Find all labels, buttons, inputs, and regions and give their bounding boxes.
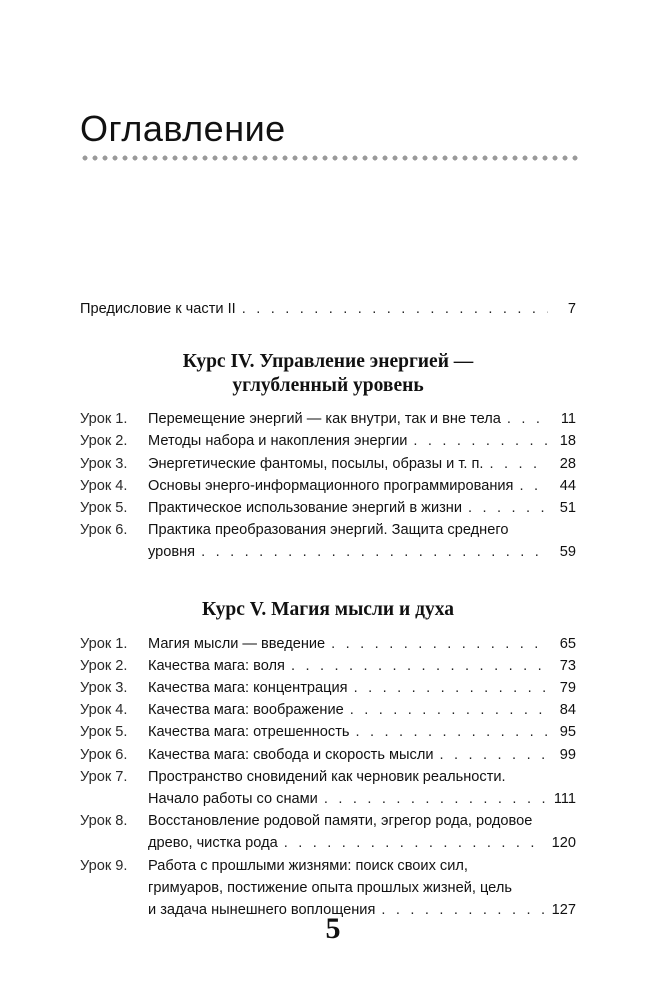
entry-title: Качества мага: отрешенность: [148, 724, 350, 741]
dotted-divider: [80, 154, 580, 162]
toc-entry[interactable]: [80, 766, 576, 810]
entry-title: Качества мага: воображение: [148, 702, 344, 719]
dot-leader: [291, 655, 548, 677]
entry-page-number: 84: [559, 702, 576, 719]
entry-title-continued: уровня: [148, 544, 196, 561]
toc-entry[interactable]: [80, 699, 576, 721]
dot-leader: [350, 699, 548, 721]
entry-title: Перемещение энергий — как внутри, так и вне тела: [148, 411, 501, 428]
entry-title: Восстановление родовой памяти, эгрегор рода, родовое: [148, 813, 533, 830]
toc-entry[interactable]: [80, 633, 576, 655]
section-heading-line: Курс IV. Управление энергией —: [182, 351, 474, 373]
entry-title: Основы энерго-информационного программирования: [148, 477, 514, 494]
entry-title-continued: и задача нынешнего воплощения: [148, 902, 376, 919]
dot-leader: [356, 721, 549, 743]
entry-page-number: 11: [560, 411, 576, 428]
lesson-number: Урок 8.: [80, 813, 128, 830]
entry-page-number: 73: [559, 657, 576, 674]
entry-page-number: 65: [559, 635, 576, 652]
dot-leader: [489, 453, 548, 475]
toc-entry[interactable]: [80, 744, 576, 766]
entry-page-number: 44: [559, 477, 576, 494]
lesson-number: Урок 1.: [80, 411, 128, 428]
lesson-number: Урок 5.: [80, 724, 128, 741]
toc-entry-preface[interactable]: [80, 298, 576, 320]
entry-title-continued: гримуаров, постижение опыта прошлых жизней, цель: [148, 879, 512, 896]
entry-title-continued: древо, чистка рода: [148, 835, 278, 852]
entry-page-number: 7: [567, 301, 576, 317]
toc-entry[interactable]: [80, 475, 576, 497]
entry-title: Энергетические фантомы, посылы, образы и т. п.: [148, 455, 484, 472]
toc-entry[interactable]: [80, 810, 576, 854]
dot-leader: [242, 298, 548, 320]
section-heading-line: углубленный уровень: [232, 375, 424, 397]
page-title: Оглавление: [80, 108, 286, 149]
lesson-number: Урок 3.: [80, 455, 128, 472]
entry-title: Работа с прошлыми жизнями: поиск своих сил,: [148, 857, 468, 874]
lesson-number: Урок 1.: [80, 635, 128, 652]
dot-leader: [284, 832, 546, 854]
dot-leader: [331, 633, 548, 655]
entry-page-number: 59: [559, 544, 576, 561]
section-heading-course-4: [80, 350, 576, 398]
entry-title: Предисловие к части II: [80, 301, 236, 317]
dot-leader: [324, 788, 548, 810]
lesson-number: Урок 3.: [80, 680, 128, 697]
dot-leader: [201, 541, 548, 563]
toc-entry[interactable]: [80, 430, 576, 452]
entry-title: Качества мага: концентрация: [148, 680, 348, 697]
entry-page-number: 111: [553, 791, 576, 808]
entry-page-number: 18: [559, 433, 576, 450]
lesson-number: Урок 5.: [80, 500, 128, 517]
table-of-contents: [80, 298, 576, 921]
lesson-number: Урок 9.: [80, 857, 128, 874]
entry-title: Методы набора и накопления энергии: [148, 433, 408, 450]
entry-page-number: 99: [559, 746, 576, 763]
toc-entry[interactable]: [80, 519, 576, 563]
entry-title: Практика преобразования энергий. Защита среднего: [148, 522, 509, 539]
toc-entry[interactable]: [80, 677, 576, 699]
toc-entry[interactable]: [80, 453, 576, 475]
lesson-number: Урок 6.: [80, 522, 128, 539]
entry-title: Практическое использование энергий в жизни: [148, 500, 463, 517]
section-heading-course-5: [80, 598, 576, 622]
dot-leader: [440, 744, 548, 766]
dot-leader: [413, 430, 548, 452]
dot-leader: [468, 497, 548, 519]
lesson-number: Урок 6.: [80, 746, 128, 763]
page-number: 5: [325, 912, 341, 945]
entry-page-number: 79: [559, 680, 576, 697]
lesson-number: Урок 2.: [80, 657, 128, 674]
entry-page-number: 51: [559, 500, 576, 517]
lesson-number: Урок 2.: [80, 433, 128, 450]
entry-page-number: 120: [551, 835, 576, 852]
toc-entry[interactable]: [80, 721, 576, 743]
dot-leader: [507, 408, 548, 430]
entry-page-number: 127: [551, 902, 576, 919]
toc-entry[interactable]: [80, 655, 576, 677]
entry-title: Качества мага: воля: [148, 657, 285, 674]
entry-page-number: 28: [559, 455, 576, 472]
entry-title-continued: Начало работы со снами: [148, 791, 318, 808]
toc-entry[interactable]: [80, 408, 576, 430]
entry-page-number: 95: [559, 724, 576, 741]
section-heading-line: Курс V. Магия мысли и духа: [202, 598, 454, 620]
dot-leader: [354, 677, 548, 699]
toc-entry[interactable]: [80, 497, 576, 519]
lesson-number: Урок 7.: [80, 768, 128, 785]
lesson-number: Урок 4.: [80, 477, 128, 494]
entry-title: Магия мысли — введение: [148, 635, 326, 652]
lesson-number: Урок 4.: [80, 702, 128, 719]
entry-title: Качества мага: свобода и скорость мысли: [148, 746, 434, 763]
entry-title: Пространство сновидений как черновик реальности.: [148, 768, 506, 785]
dot-leader: [519, 475, 548, 497]
